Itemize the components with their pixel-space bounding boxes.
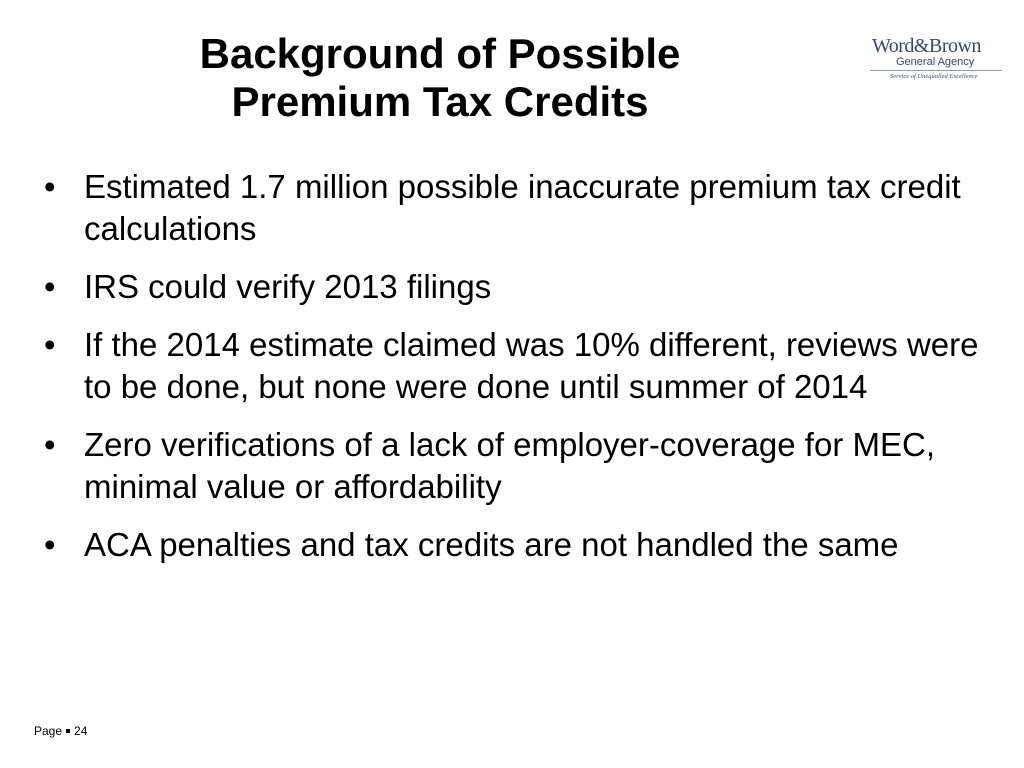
- slide-title-line-2: Premium Tax Credits: [231, 78, 649, 125]
- logo-divider: [870, 70, 1002, 71]
- footer-separator-icon: [66, 729, 70, 733]
- bullet-list: [44, 166, 984, 582]
- slide-title: [100, 30, 780, 126]
- bullet-text: Estimated 1.7 million possible inaccurate premium tax credit calculations: [84, 168, 961, 247]
- company-logo: [864, 28, 1014, 88]
- bullet-item: [44, 324, 984, 408]
- bullet-icon: •: [44, 268, 56, 305]
- page-label: Page: [34, 724, 63, 738]
- bullet-text: Zero verifications of a lack of employer-coverage for MEC, minimal value or affordability: [84, 426, 935, 505]
- bullet-text: If the 2014 estimate claimed was 10% different, reviews were to be done, but none were done until summer of 2014: [84, 326, 979, 405]
- bullet-text: ACA penalties and tax credits are not handled the same: [84, 526, 899, 563]
- bullet-item: [44, 266, 984, 308]
- logo-agency: General Agency: [896, 56, 975, 68]
- page-footer: [34, 723, 87, 739]
- bullet-item: [44, 524, 984, 566]
- bullet-icon: •: [44, 168, 56, 205]
- slide-title-line-1: Background of Possible: [199, 30, 681, 77]
- logo-tagline: Service of Unequalled Excellence: [890, 73, 978, 80]
- bullet-item: [44, 424, 984, 508]
- bullet-item: [44, 166, 984, 250]
- bullet-icon: •: [44, 526, 56, 563]
- logo-brand: Word&Brown: [872, 35, 981, 57]
- bullet-text: IRS could verify 2013 filings: [84, 268, 492, 305]
- page-number: 24: [74, 724, 88, 738]
- bullet-icon: •: [44, 426, 56, 463]
- bullet-icon: •: [44, 326, 56, 363]
